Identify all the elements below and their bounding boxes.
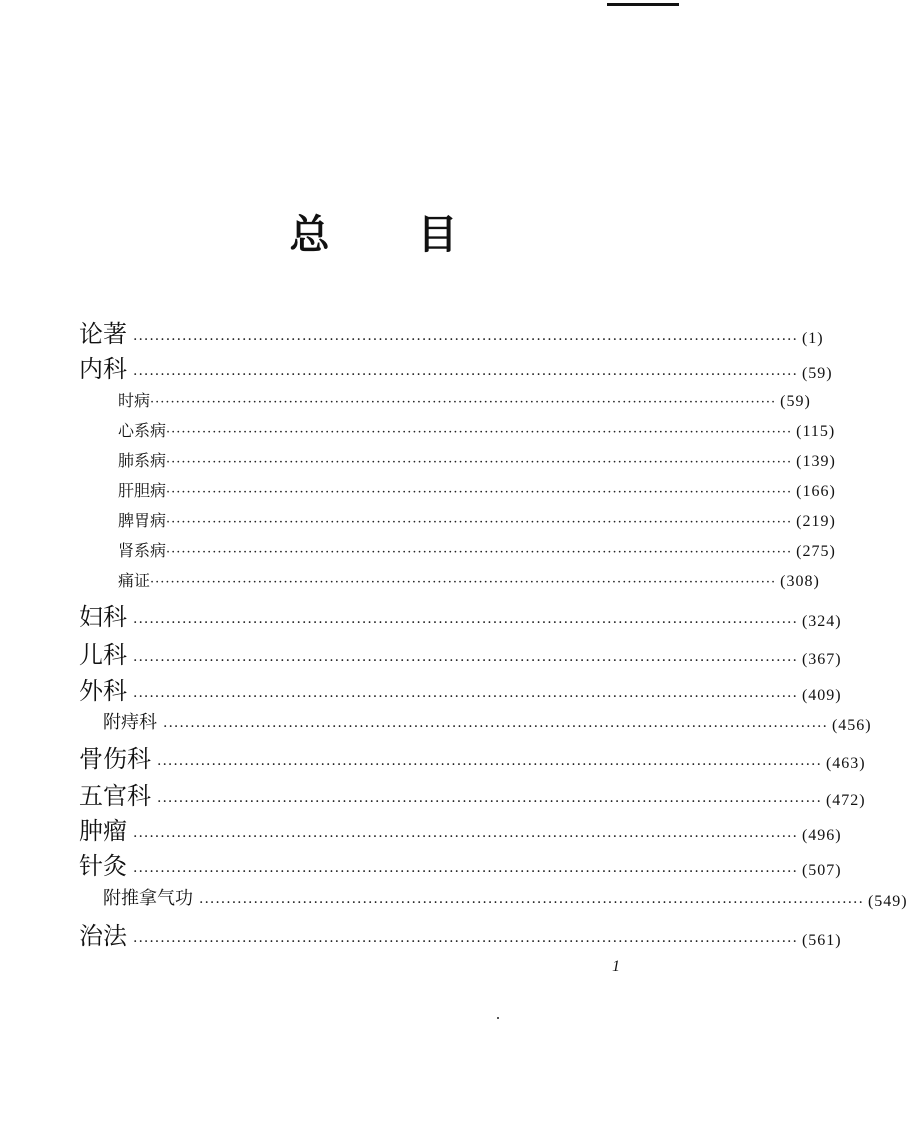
toc-entry-page: (463) bbox=[825, 755, 866, 772]
toc-entry-label: 骨伤科 bbox=[79, 745, 151, 773]
toc-entry-label: 痛证 bbox=[118, 571, 151, 590]
toc-entry-lunzhu[interactable] bbox=[79, 316, 824, 350]
dot-leader: ·························································································································· bbox=[133, 689, 798, 705]
dot-leader: ·························································································································· bbox=[163, 719, 828, 735]
toc-entry-page: (115) bbox=[796, 423, 836, 440]
toc-entry-xinxibing[interactable] bbox=[118, 417, 836, 443]
toc-entry-label: 肿瘤 bbox=[79, 817, 127, 845]
toc-entry-zhenjiu[interactable] bbox=[79, 848, 842, 882]
dot-leader: ·························································································································· bbox=[166, 515, 793, 530]
dot-leader: ·························································································································· bbox=[133, 615, 798, 631]
toc-entry-fu-zhike[interactable] bbox=[103, 707, 872, 737]
toc-entry-label: 肺系病 bbox=[118, 451, 167, 470]
toc-entry-page: (59) bbox=[801, 365, 833, 382]
page-number: 1 bbox=[612, 958, 620, 975]
toc-entry-page: (367) bbox=[801, 651, 842, 668]
dot-leader: ·························································································································· bbox=[166, 425, 793, 440]
toc-entry-label: 论著 bbox=[79, 320, 127, 348]
toc-entry-label: 儿科 bbox=[79, 641, 127, 669]
toc-entry-neike[interactable] bbox=[79, 351, 833, 385]
dot-leader: ·························································································································· bbox=[133, 934, 798, 950]
dot-leader: ·························································································································· bbox=[133, 367, 798, 383]
scan-speck bbox=[497, 1017, 499, 1019]
toc-entry-shibing[interactable] bbox=[118, 387, 811, 413]
toc-entry-page: (308) bbox=[780, 573, 820, 590]
dot-leader: ·························································································································· bbox=[157, 757, 822, 773]
toc-entry-page: (324) bbox=[801, 613, 842, 630]
toc-entry-fu-tuina-qigong[interactable] bbox=[103, 883, 908, 913]
dot-leader: ·························································································································· bbox=[150, 395, 777, 410]
dot-leader: ·························································································································· bbox=[199, 895, 864, 911]
toc-entry-zhifa[interactable] bbox=[79, 918, 842, 952]
dot-leader: ·························································································································· bbox=[157, 794, 822, 810]
toc-entry-page: (1) bbox=[801, 330, 824, 347]
toc-entry-page: (166) bbox=[796, 483, 836, 500]
toc-entry-feixibing[interactable] bbox=[118, 447, 836, 473]
toc-entry-label: 肾系病 bbox=[118, 541, 167, 560]
toc-entry-label: 肝胆病 bbox=[118, 481, 167, 500]
toc-entry-waike[interactable] bbox=[79, 673, 842, 707]
toc-entry-fuke[interactable] bbox=[79, 599, 842, 633]
toc-entry-page: (409) bbox=[801, 687, 842, 704]
toc-entry-page: (456) bbox=[831, 717, 872, 734]
toc-entry-page: (219) bbox=[796, 513, 836, 530]
toc-entry-label: 针灸 bbox=[79, 852, 127, 880]
toc-entry-label: 附推拿气功 bbox=[103, 888, 193, 909]
dot-leader: ·························································································································· bbox=[166, 485, 793, 500]
toc-entry-label: 脾胃病 bbox=[118, 511, 167, 530]
dot-leader: ·························································································································· bbox=[133, 829, 798, 845]
page-title-char-1: 总 bbox=[289, 210, 330, 258]
toc-entry-gushangke[interactable] bbox=[79, 741, 866, 775]
toc-entry-shenxibing[interactable] bbox=[118, 537, 836, 563]
toc-entry-label: 内科 bbox=[79, 355, 127, 383]
toc-entry-page: (507) bbox=[801, 862, 842, 879]
page-title-char-2: 目 bbox=[417, 210, 458, 258]
dot-leader: ·························································································································· bbox=[133, 653, 798, 669]
toc-entry-page: (549) bbox=[867, 893, 908, 910]
toc-entry-erke[interactable] bbox=[79, 637, 842, 671]
toc-entry-page: (496) bbox=[801, 827, 842, 844]
toc-entry-label: 外科 bbox=[79, 677, 127, 705]
toc-entry-label: 时病 bbox=[118, 391, 151, 410]
toc-entry-label: 附痔科 bbox=[103, 712, 157, 733]
toc-entry-wuguanke[interactable] bbox=[79, 778, 866, 812]
toc-entry-piweibing[interactable] bbox=[118, 507, 836, 533]
toc-entry-label: 治法 bbox=[79, 922, 127, 950]
dot-leader: ·························································································································· bbox=[133, 332, 798, 348]
dot-leader: ·························································································································· bbox=[166, 545, 793, 560]
toc-entry-page: (275) bbox=[796, 543, 836, 560]
toc-entry-page: (139) bbox=[796, 453, 836, 470]
dot-leader: ·························································································································· bbox=[133, 864, 798, 880]
dot-leader: ·························································································································· bbox=[166, 455, 793, 470]
toc-entry-zhongliu[interactable] bbox=[79, 813, 842, 847]
toc-entry-label: 五官科 bbox=[79, 782, 151, 810]
toc-entry-tongzheng[interactable] bbox=[118, 567, 820, 593]
toc-entry-page: (59) bbox=[780, 393, 811, 410]
toc-entry-label: 妇科 bbox=[79, 603, 127, 631]
toc-entry-label: 心系病 bbox=[118, 421, 167, 440]
toc-entry-page: (472) bbox=[825, 792, 866, 809]
toc-entry-gandanbing[interactable] bbox=[118, 477, 836, 503]
dot-leader: ·························································································································· bbox=[150, 575, 777, 590]
toc-entry-page: (561) bbox=[801, 932, 842, 949]
